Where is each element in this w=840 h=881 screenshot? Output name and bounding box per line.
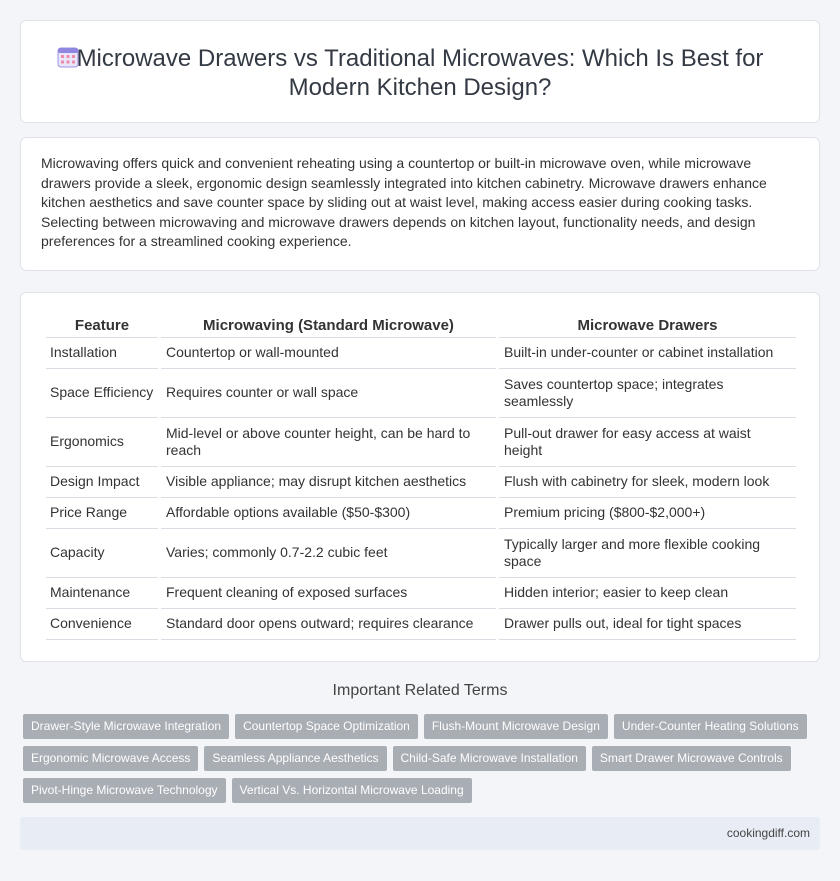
table-row: [46, 578, 796, 609]
table-cell: Countertop or wall-mounted: [161, 338, 496, 369]
related-term-tag[interactable]: Child-Safe Microwave Installation: [393, 746, 586, 771]
table-row: [46, 467, 796, 498]
table-row: [46, 369, 796, 418]
comparison-table-card: [20, 292, 820, 662]
header-feature: Feature: [46, 315, 158, 338]
header-microwave-drawers: Microwave Drawers: [499, 315, 796, 338]
table-cell: Hidden interior; easier to keep clean: [499, 578, 796, 609]
table-cell: Mid-level or above counter height, can be hard to reach: [161, 418, 496, 467]
related-term-tag[interactable]: Smart Drawer Microwave Controls: [592, 746, 791, 771]
related-term-tag[interactable]: Pivot-Hinge Microwave Technology: [23, 778, 226, 803]
table-cell: Typically larger and more flexible cooking space: [499, 529, 796, 578]
related-terms-tags: [23, 714, 823, 810]
table-row: [46, 418, 796, 467]
comparison-table: [43, 315, 799, 640]
table-cell: Ergonomics: [46, 418, 158, 467]
table-row: [46, 338, 796, 369]
related-terms-heading: Important Related Terms: [332, 682, 508, 699]
related-term-tag[interactable]: Flush-Mount Microwave Design: [424, 714, 608, 739]
related-term-tag[interactable]: Under-Counter Heating Solutions: [614, 714, 807, 739]
intro-card: [20, 137, 820, 271]
footer: [20, 817, 820, 850]
table-row: [46, 529, 796, 578]
table-cell: Price Range: [46, 498, 158, 529]
header-microwaving: Microwaving (Standard Microwave): [161, 315, 496, 338]
table-cell: Flush with cabinetry for sleek, modern look: [499, 467, 796, 498]
table-cell: Premium pricing ($800-$2,000+): [499, 498, 796, 529]
table-cell: Saves countertop space; integrates seamlessly: [499, 369, 796, 418]
table-cell: Design Impact: [46, 467, 158, 498]
related-term-tag[interactable]: Drawer-Style Microwave Integration: [23, 714, 229, 739]
related-term-tag[interactable]: Vertical Vs. Horizontal Microwave Loading: [232, 778, 472, 803]
table-cell: Varies; commonly 0.7-2.2 cubic feet: [161, 529, 496, 578]
table-header-row: [46, 315, 796, 338]
table-cell: Space Efficiency: [46, 369, 158, 418]
table-cell: Maintenance: [46, 578, 158, 609]
table-cell: Drawer pulls out, ideal for tight spaces: [499, 609, 796, 640]
related-term-tag[interactable]: Seamless Appliance Aesthetics: [204, 746, 386, 771]
table-cell: Frequent cleaning of exposed surfaces: [161, 578, 496, 609]
related-term-tag[interactable]: Countertop Space Optimization: [235, 714, 418, 739]
related-term-tag[interactable]: Ergonomic Microwave Access: [23, 746, 198, 771]
title-card: [20, 20, 820, 123]
table-cell: Built-in under-counter or cabinet installation: [499, 338, 796, 369]
table-cell: Installation: [46, 338, 158, 369]
table-cell: Requires counter or wall space: [161, 369, 496, 418]
footer-site-link[interactable]: cookingdiff.com: [726, 826, 810, 840]
table-cell: Affordable options available ($50-$300): [161, 498, 496, 529]
table-cell: Pull-out drawer for easy access at waist height: [499, 418, 796, 467]
table-row: [46, 498, 796, 529]
table-cell: Capacity: [46, 529, 158, 578]
table-row: [46, 609, 796, 640]
table-cell: Convenience: [46, 609, 158, 640]
table-cell: Visible appliance; may disrupt kitchen aesthetics: [161, 467, 496, 498]
intro-paragraph: Microwaving offers quick and convenient reheating using a countertop or built-in microwave oven, while microwave drawers provide a sleek, ergonomic design seamlessly integrated into kitchen cabinetry. Microwave drawers enhance kitchen aesthetics and save counter space by sliding out at waist level, making access easier during cooking tasks. Selecting between microwaving and microwave drawers depends on kitchen layout, functionality needs, and design preferences for a streamlined cooking experience.: [41, 155, 767, 249]
table-cell: Standard door opens outward; requires clearance: [161, 609, 496, 640]
page-title: Microwave Drawers vs Traditional Microwaves: Which Is Best for Modern Kitchen Design?: [76, 45, 764, 101]
